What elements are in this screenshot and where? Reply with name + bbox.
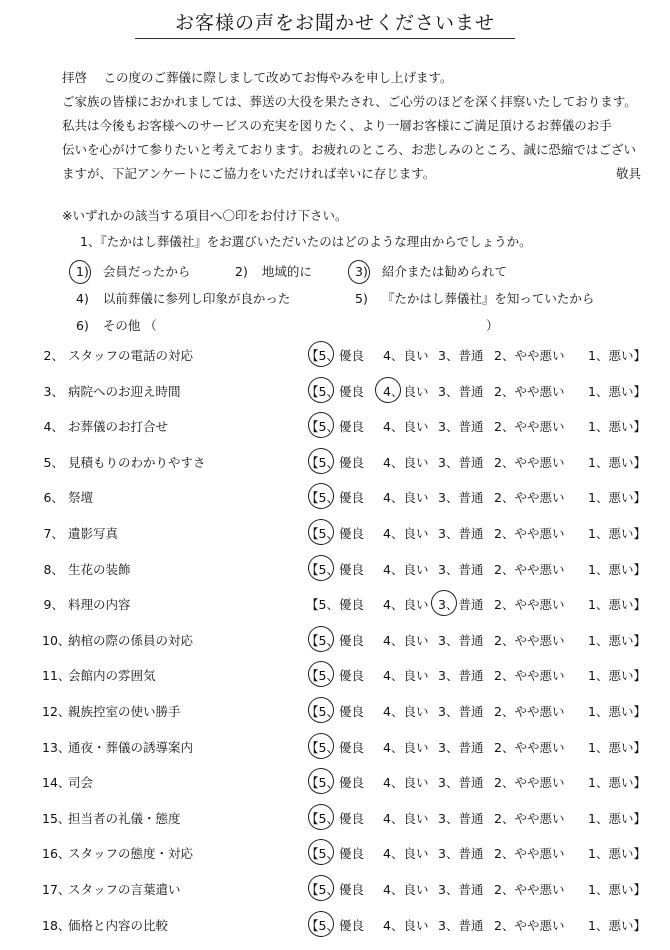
rating-option-p1[interactable]: 1、悪い】 <box>588 490 646 506</box>
rating-option-p4[interactable]: 4、良い <box>383 632 429 648</box>
rating-row <box>0 809 670 833</box>
rating-question-number: 16、 <box>42 846 71 862</box>
rating-question-label: 見積もりのわかりやすさ <box>68 454 206 470</box>
rating-option-p1[interactable]: 1、悪い】 <box>588 348 646 363</box>
rating-option-p2[interactable]: 2、やや悪い <box>494 383 565 399</box>
rating-question-number: 14、 <box>42 775 71 791</box>
rating-option-p5[interactable]: 【5、優良 <box>306 704 364 719</box>
rating-option-p3[interactable]: 3、普通 <box>438 348 484 363</box>
rating-row <box>0 453 670 477</box>
rating-question-number: 4、 <box>43 419 64 435</box>
rating-option-p5[interactable]: 【5、優良 <box>306 561 364 577</box>
rating-question-number: 15、 <box>42 810 71 826</box>
rating-question-number: 2、 <box>43 348 64 363</box>
rating-option-p2[interactable]: 2、やや悪い <box>494 810 565 826</box>
greeting-line: ますが、下記アンケートにご協力をいただければ幸いに存じます。 <box>62 166 436 181</box>
rating-question-label: お葬儀のお打合せ <box>68 419 169 435</box>
q1-option-4[interactable] <box>76 289 290 307</box>
rating-option-p3[interactable]: 3、普通 <box>438 846 484 862</box>
rating-question-label: 司会 <box>68 775 94 791</box>
rating-option-p5[interactable]: 【5、優良 <box>306 383 364 399</box>
q1-option-1-label: 会員だったから <box>102 264 191 279</box>
rating-option-p4[interactable]: 4、良い <box>383 561 429 577</box>
greeting-last-line <box>62 162 647 186</box>
rating-option-p2[interactable]: 2、やや悪い <box>494 846 565 862</box>
rating-option-p4[interactable]: 4、良い <box>383 348 429 363</box>
rating-question-label: 担当者の礼儀・態度 <box>68 810 181 826</box>
rating-option-p5[interactable]: 【5、優良 <box>306 668 364 684</box>
selection-circle-mark <box>305 338 337 370</box>
selection-circle-mark <box>305 694 337 726</box>
rating-question-label: 会館内の雰囲気 <box>68 668 156 684</box>
rating-question-label: 生花の装飾 <box>68 561 131 577</box>
selection-circle-mark <box>305 836 337 868</box>
rating-question-label: 価格と内容の比較 <box>68 917 169 933</box>
rating-option-p4[interactable]: 4、良い <box>383 704 429 719</box>
rating-question-label: 親族控室の使い勝手 <box>68 704 181 719</box>
rating-question-number: 10、 <box>42 632 71 648</box>
rating-option-p3[interactable]: 3、普通 <box>438 775 484 791</box>
selection-circle-mark <box>305 908 337 940</box>
rating-question-number: 8、 <box>43 561 64 577</box>
rating-option-p2[interactable]: 2、やや悪い <box>494 561 565 577</box>
rating-option-p5[interactable]: 【5、優良 <box>306 882 364 897</box>
rating-row <box>0 560 670 584</box>
rating-row <box>0 666 670 690</box>
q1-other-close: ） <box>486 318 499 333</box>
selection-circle-mark <box>305 552 337 584</box>
rating-question-number: 9、 <box>43 597 64 613</box>
rating-question-number: 12、 <box>42 704 71 719</box>
selection-circle-mark <box>305 658 337 690</box>
rating-option-p4[interactable]: 4、良い <box>383 810 429 826</box>
rating-option-p2[interactable]: 2、やや悪い <box>494 490 565 506</box>
rating-option-p2[interactable]: 2、やや悪い <box>494 454 565 470</box>
rating-option-p4[interactable]: 4、良い <box>383 846 429 862</box>
rating-option-p2[interactable]: 2、やや悪い <box>494 704 565 719</box>
rating-option-p1[interactable]: 1、悪い】 <box>588 917 646 933</box>
rating-question-label: 病院へのお迎え時間 <box>68 383 181 399</box>
rating-option-p5[interactable]: 【5、優良 <box>306 810 364 826</box>
rating-row <box>0 524 670 548</box>
q1-option-3[interactable] <box>355 262 507 280</box>
rating-option-p1[interactable]: 1、悪い】 <box>588 454 646 470</box>
rating-question-number: 18、 <box>42 917 71 933</box>
selection-circle-mark <box>372 374 404 406</box>
rating-row <box>0 844 670 868</box>
rating-option-p5[interactable]: 【5、優良 <box>306 775 364 791</box>
rating-question-label: 納棺の際の係員の対応 <box>68 632 194 648</box>
rating-question-number: 3、 <box>43 383 64 399</box>
rating-option-p5[interactable]: 【5、優良 <box>306 348 364 363</box>
selection-circle-mark <box>305 445 337 477</box>
title-underline <box>135 38 515 39</box>
instruction: ※いずれかの該当する項目へ〇印をお付け下さい。 <box>62 208 348 223</box>
rating-row <box>0 488 670 512</box>
rating-option-p5[interactable]: 【5、優良 <box>306 739 364 755</box>
rating-option-p1[interactable]: 1、悪い】 <box>588 597 646 613</box>
greeting-line: 伝いを心がけて参りたいと考えております。お疲れのところ、お悲しみのところ、誠に恐縮ではござい <box>62 142 637 157</box>
selection-circle-mark <box>305 801 337 833</box>
rating-option-p2[interactable]: 2、やや悪い <box>494 632 565 648</box>
rating-option-p2[interactable]: 2、やや悪い <box>494 917 565 933</box>
rating-option-p2[interactable]: 2、やや悪い <box>494 419 565 435</box>
rating-row <box>0 916 670 940</box>
rating-row <box>0 773 670 797</box>
rating-row <box>0 702 670 726</box>
rating-option-p1[interactable]: 1、悪い】 <box>588 561 646 577</box>
rating-option-p3[interactable]: 3、普通 <box>438 810 484 826</box>
rating-question-label: 遺影写真 <box>68 526 119 541</box>
rating-option-p4[interactable]: 4、良い <box>383 668 429 684</box>
q1-option-4-label: 以前葬儀に参列し印象が良かった <box>102 291 291 306</box>
selection-circle-mark <box>305 765 337 797</box>
rating-option-p5[interactable]: 【5、優良 <box>306 419 364 435</box>
greeting-text <box>62 66 647 186</box>
rating-option-p1[interactable]: 1、悪い】 <box>588 704 646 719</box>
rating-option-p5[interactable]: 【5、優良 <box>306 490 364 506</box>
rating-option-p2[interactable]: 2、やや悪い <box>494 348 565 363</box>
rating-option-p3[interactable]: 3、普通 <box>438 597 484 613</box>
greeting-line: 私共は今後もお客様へのサービスの充実を図りたく、より一層お客様にご満足頂けるお葬儀のお手 <box>62 118 612 133</box>
rating-option-p4[interactable]: 4、良い <box>383 739 429 755</box>
selection-circle-mark <box>305 623 337 655</box>
greeting-line: ご家族の皆様におかれましては、葬送の大役を果たされ、ご心労のほどを深く拝察いたしております。 <box>62 94 637 109</box>
greeting-closing: 敬具 <box>615 166 641 181</box>
rating-row <box>0 417 670 441</box>
rating-option-p1[interactable]: 1、悪い】 <box>588 775 646 791</box>
rating-option-p1[interactable]: 1、悪い】 <box>588 810 646 826</box>
rating-option-p3[interactable]: 3、普通 <box>438 882 484 897</box>
rating-option-p2[interactable]: 2、やや悪い <box>494 668 565 684</box>
selection-circle-mark <box>305 480 337 512</box>
rating-question-label: 祭壇 <box>68 490 94 506</box>
rating-option-p3[interactable]: 3、普通 <box>438 739 484 755</box>
selection-circle-mark <box>305 516 337 548</box>
rating-option-p5[interactable]: 【5、優良 <box>306 917 364 933</box>
rating-option-p3[interactable]: 3、普通 <box>438 383 484 399</box>
rating-option-p4[interactable]: 4、良い <box>383 882 429 897</box>
q1-option-2[interactable] <box>235 262 312 280</box>
rating-row <box>0 631 670 655</box>
q1-option-6-number: 6) <box>76 318 89 333</box>
rating-option-p1[interactable]: 1、悪い】 <box>588 383 646 399</box>
rating-option-p1[interactable]: 1、悪い】 <box>588 419 646 435</box>
rating-option-p4[interactable]: 4、良い <box>383 490 429 506</box>
question-1-text: 1、『たかはし葬儀社』をお選びいただいたのはどのような理由からでしょうか。 <box>80 234 532 249</box>
rating-option-p3[interactable]: 3、普通 <box>438 704 484 719</box>
rating-question-number: 11、 <box>42 668 71 684</box>
rating-question-number: 13、 <box>42 739 71 755</box>
rating-option-p5[interactable]: 【5、優良 <box>306 454 364 470</box>
rating-option-p2[interactable]: 2、やや悪い <box>494 739 565 755</box>
rating-option-p5[interactable]: 【5、優良 <box>306 597 364 613</box>
q1-option-1-number: 1) <box>76 264 89 279</box>
rating-option-p1[interactable]: 1、悪い】 <box>588 739 646 755</box>
rating-option-p5[interactable]: 【5、優良 <box>306 632 364 648</box>
q1-option-3-number: 3) <box>355 264 368 279</box>
q1-option-3-label: 紹介または勧められて <box>381 264 507 279</box>
selection-circle-mark <box>305 730 337 762</box>
selection-circle-mark <box>428 587 460 619</box>
rating-option-p3[interactable]: 3、普通 <box>438 632 484 648</box>
rating-question-label: スタッフの電話の対応 <box>68 348 194 363</box>
rating-option-p1[interactable]: 1、悪い】 <box>588 882 646 897</box>
q1-option-5-number: 5) <box>355 291 368 306</box>
selection-circle-mark <box>305 409 337 441</box>
q1-option-1[interactable] <box>76 262 190 280</box>
q1-option-4-number: 4) <box>76 291 89 306</box>
greeting-line: 拝啓 この度のご葬儀に際しまして改めてお悔やみを申し上げます。 <box>62 70 453 85</box>
rating-option-p2[interactable]: 2、やや悪い <box>494 597 565 613</box>
rating-option-p3[interactable]: 3、普通 <box>438 526 484 541</box>
rating-question-number: 6、 <box>43 490 64 506</box>
selection-circle-mark <box>305 872 337 904</box>
rating-option-p2[interactable]: 2、やや悪い <box>494 526 565 541</box>
rating-option-p1[interactable]: 1、悪い】 <box>588 632 646 648</box>
rating-question-number: 5、 <box>43 454 64 470</box>
rating-row <box>0 346 670 370</box>
q1-option-5-label: 『たかはし葬儀社』を知っていたから <box>381 291 595 306</box>
q1-option-2-label: 地域的に <box>261 264 312 279</box>
rating-option-p1[interactable]: 1、悪い】 <box>588 668 646 684</box>
rating-question-number: 7、 <box>43 526 64 541</box>
rating-option-p3[interactable]: 3、普通 <box>438 668 484 684</box>
rating-question-label: スタッフの態度・対応 <box>68 846 194 862</box>
rating-option-p3[interactable]: 3、普通 <box>438 419 484 435</box>
rating-question-label: 料理の内容 <box>68 597 131 613</box>
rating-question-label: 通夜・葬儀の誘導案内 <box>68 739 194 755</box>
page-title: お客様の声をお聞かせくださいませ <box>174 12 495 34</box>
rating-row <box>0 595 670 619</box>
q1-option-2-number: 2) <box>235 264 248 279</box>
q1-option-6[interactable] <box>76 316 157 334</box>
rating-question-label: スタッフの言葉遣い <box>68 882 181 897</box>
rating-option-p3[interactable]: 3、普通 <box>438 490 484 506</box>
rating-option-p4[interactable]: 4、良い <box>383 383 429 399</box>
rating-option-p2[interactable]: 2、やや悪い <box>494 775 565 791</box>
rating-option-p1[interactable]: 1、悪い】 <box>588 526 646 541</box>
rating-option-p1[interactable]: 1、悪い】 <box>588 846 646 862</box>
q1-option-5[interactable] <box>355 289 594 307</box>
rating-option-p3[interactable]: 3、普通 <box>438 917 484 933</box>
rating-row <box>0 880 670 904</box>
rating-row <box>0 382 670 406</box>
selection-circle-mark <box>305 374 337 406</box>
rating-option-p3[interactable]: 3、普通 <box>438 561 484 577</box>
q1-option-6-label: その他 （ <box>102 318 157 333</box>
rating-option-p2[interactable]: 2、やや悪い <box>494 882 565 897</box>
rating-option-p5[interactable]: 【5、優良 <box>306 846 364 862</box>
rating-row <box>0 738 670 762</box>
rating-option-p4[interactable]: 4、良い <box>383 775 429 791</box>
rating-option-p4[interactable]: 4、良い <box>383 526 429 541</box>
rating-option-p4[interactable]: 4、良い <box>383 597 429 613</box>
rating-option-p4[interactable]: 4、良い <box>383 917 429 933</box>
rating-option-p3[interactable]: 3、普通 <box>438 454 484 470</box>
rating-question-number: 17、 <box>42 882 71 897</box>
rating-option-p4[interactable]: 4、良い <box>383 454 429 470</box>
rating-option-p5[interactable]: 【5、優良 <box>306 526 364 541</box>
rating-option-p4[interactable]: 4、良い <box>383 419 429 435</box>
